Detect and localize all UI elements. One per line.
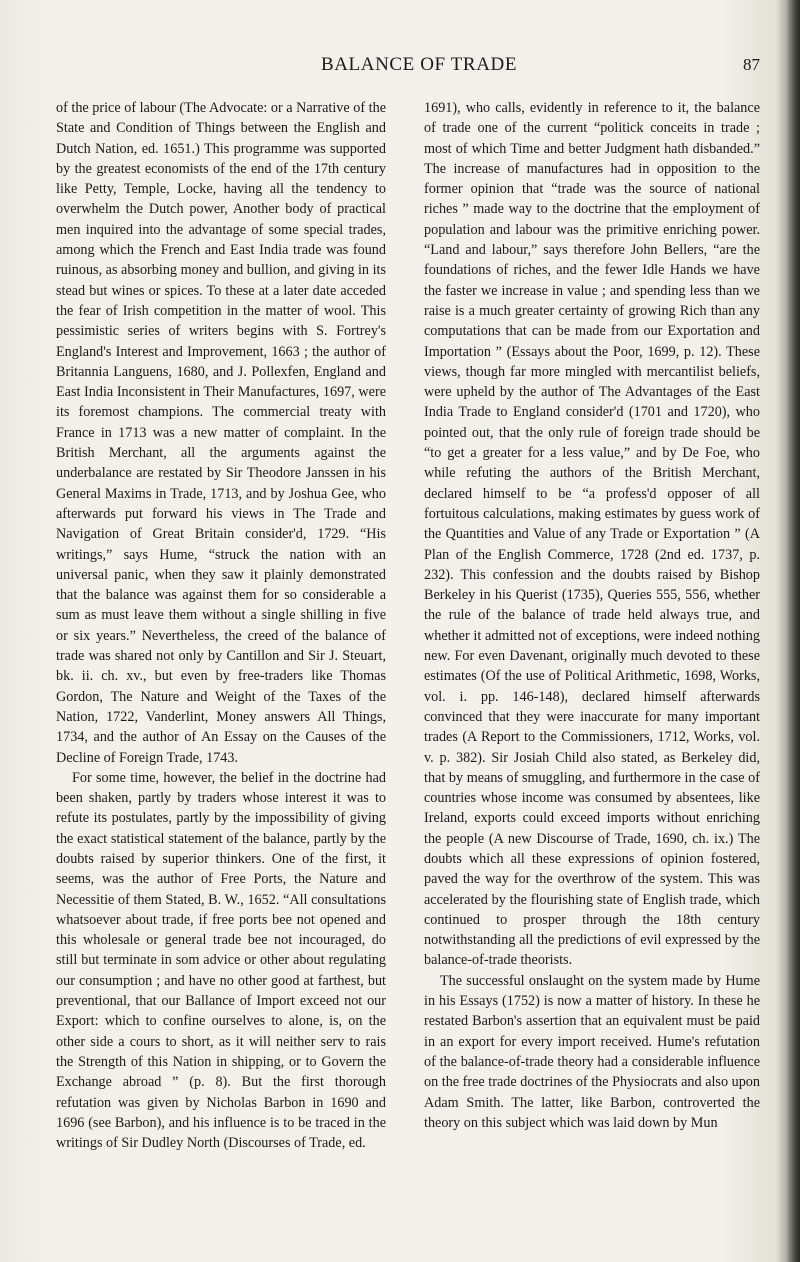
- right-column: [424, 98, 760, 1133]
- running-title: BALANCE OF TRADE: [320, 54, 518, 75]
- paragraph: 1691), who calls, evidently in reference to it, the balance of trade one of the current “politick conceits in trade ; most of which Time and better Judgment hath disbanded.” The increase of manufactures had in opposition to the former opinion that “trade was the source of national riches ” made way to the doctrine that the employment of population and labour was the primitive enriching power. “Land and labour,” says therefore John Bellers, “are the foundations of riches, and the fewer Idle Hands we have the faster we increase in value ; and spending less than we raise is a much greater certainty of growing Rich than any computations that can be made from our Exportation and Importation ” (Essays about the Poor, 1699, p. 12). These views, though far more mingled with mercantilist beliefs, were upheld by the author of The Advantages of the East India Trade to England consider'd (1701 and 1720), who pointed out, that the only rule of foreign trade should be “to get a greater for a less value,” and by De Foe, who while refuting the authors of the British Merchant, declared himself to be “a profess'd opposer of all fortuitous calculations, making estimates by guess work of the Quantities and Value of any Trade or Exportation ” (A Plan of the English Commerce, 1728 (2nd ed. 1737, p. 232). This confession and the doubts raised by Bishop Berkeley in his Querist (1735), Queries 555, 556, whether the rule of the balance of trade held always true, and whether it admitted not of exceptions, were indeed nothing new. For even Davenant, originally much devoted to these estimates (Of the use of Political Arithmetic, 1698, Works, vol. i. pp. 146-148), declared himself afterwards convinced that they were inaccurate for many important trades (A Report to the Commissioners, 1712, Works, vol. v. p. 382). Sir Josiah Child also stated, as Berkeley did, that by means of smuggling, and furthermore in the case of countries whose income was consumed by absentees, like Ireland, exports could exceed imports without enriching the people (A new Discourse of Trade, 1690, ch. ix.) The doubts which all these expressions of opinion fostered, paved the way for the overthrow of the system. This was accelerated by the flourishing state of English trade, which continued to prosper through the 18th century notwithstanding all the predictions of evil expressed by the balance-of-trade theorists.: [424, 100, 760, 969]
- page-number: 87: [743, 55, 760, 74]
- page-binding-shadow: [786, 0, 800, 1262]
- left-column: [56, 98, 386, 1153]
- paragraph: The successful onslaught on the system made by Hume in his Essays (1752) is now a matter of history. In these he restated Barbon's assertion that an equivalent must be paid in an export for every import received. Hume's refutation of the balance-of-trade theory had a considerable influence on the free trade doctrines of the Physiocrats and also upon Adam Smith. The latter, like Barbon, controverted the theory on this subject which was laid down by Mun: [424, 972, 760, 1131]
- paragraph: of the price of labour (The Advocate: or a Narrative of the State and Condition of Things between the English and Dutch Nation, ed. 1651.) This programme was supported by the greatest economists of the end of the 17th century like Petty, Temple, Locke, having all the tendency to overwhelm the Dutch power, Another body of practical men inquired into the advantage of some special trades, among which the French and East India trade was found ruinous, as absorbing money and bullion, and giving in its stead but wines or spices. To these at a later date acceded the fear of Irish competition in the matter of wool. This pessimistic series of writers begins with S. Fortrey's England's Interest and Improvement, 1663 ; the author of Britannia Languens, 1680, and J. Pollexfen, England and East India Inconsistent in Their Manufactures, 1697, were its foremost champions. The commercial treaty with France in 1713 was a new matter of complaint. In the British Merchant, all the arguments against the underbalance are restated by Sir Theodore Janssen in his General Maxims in Trade, 1713, and by Joshua Gee, who afterwards put forward his views in The Trade and Navigation of Great Britain consider'd, 1729. “His writings,” says Hume, “struck the nation with an universal panic, when they saw it plainly demonstrated that the balance was against them for so considerable a sum as must leave them without a single shilling in five or six years.” Nevertheless, the creed of the balance of trade was shared not only by Cantillon and Sir J. Steuart, bk. ii. ch. xv., but even by free-traders like Thomas Gordon, The Nature and Weight of the Taxes of the Nation, 1722, Vanderlint, Money answers All Things, 1734, and the author of An Essay on the Causes of the Decline of Foreign Trade, 1743.: [56, 100, 386, 766]
- paragraph: For some time, however, the belief in the doctrine had been shaken, partly by traders whose interest it was to refute its postulates, partly by the impossibility of giving the exact statistical statement of the balance, partly by the doubts raised by superior thinkers. One of the first, it seems, was the author of Free Ports, the Nature and Necessitie of them Stated, B. W., 1652. “All consultations whatsoever about trade, if free ports bee not opened and this wholesale or general trade bee not incouraged, do still but terminate in som advice or other about regulating our consumption ; and have no other good at farthest, but preventional, that our Ballance of Import exceed not our Export: which to confine ourselves to alone, is, on the other side a cours to short, as it will neither serv to rais the Strength of this Nation in shipping, or to Govern the Exchange abroad ” (p. 8). But the first thorough refutation was given by Nicholas Barbon in 1690 and 1696 (see Barbon), and his influence is to be traced in the writings of Sir Dudley North (Discourses of Trade, ed.: [56, 769, 386, 1152]
- running-header: [70, 54, 768, 84]
